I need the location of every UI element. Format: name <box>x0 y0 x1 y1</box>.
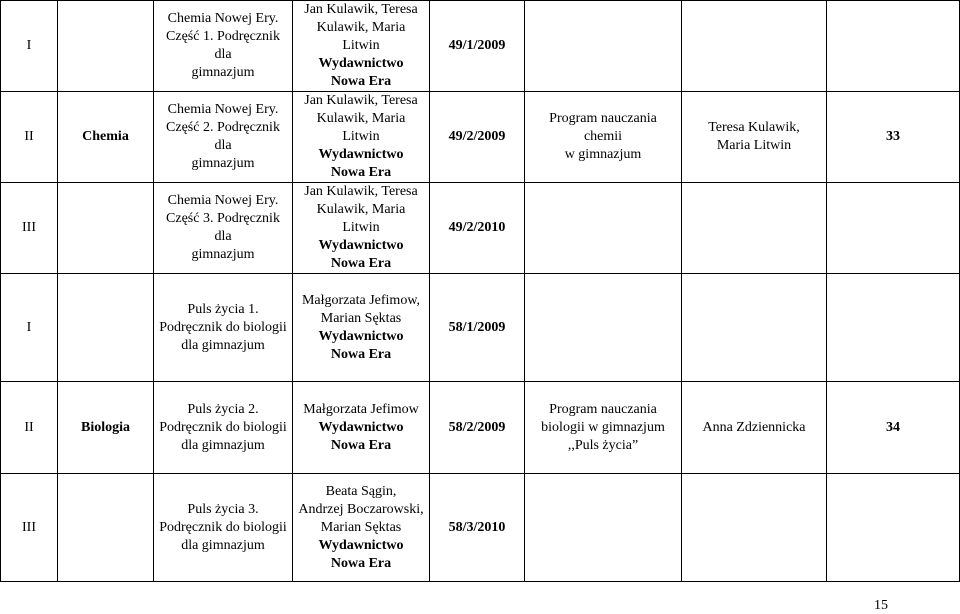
textbook-title-cell <box>154 183 293 274</box>
table-row <box>1 274 960 382</box>
publisher-line: Nowa Era <box>330 346 392 362</box>
subject-cell: Chemia <box>58 92 154 183</box>
publisher-line: Wydawnictwo <box>318 537 404 553</box>
approval-number-cell: 49/1/2009 <box>430 1 525 92</box>
subject-cell <box>58 274 154 382</box>
authors-publisher-cell <box>293 92 430 183</box>
author-line: Jan Kulawik, Teresa <box>304 2 418 17</box>
publisher-line: Nowa Era <box>330 256 392 271</box>
title-line: Puls życia 2. <box>187 401 259 417</box>
grade-cell: I <box>1 1 58 92</box>
program-line: w gimnazjum <box>564 147 642 162</box>
program-line: ,,Puls życia” <box>567 437 639 453</box>
publisher-line: Nowa Era <box>330 555 392 571</box>
author-line: Kulawik, Maria Litwin <box>316 20 406 53</box>
title-line: Chemia Nowej Ery. <box>167 102 279 117</box>
publisher-line: Nowa Era <box>330 437 392 453</box>
title-line: dla gimnazjum <box>181 537 265 553</box>
author-line: Beata Sągin, <box>325 483 397 499</box>
hours-cell: 34 <box>827 382 960 474</box>
page-number: 15 <box>874 598 888 613</box>
publisher-line: Wydawnictwo <box>318 328 404 344</box>
author-line: Jan Kulawik, Teresa <box>304 93 418 108</box>
textbook-title-cell <box>154 274 293 382</box>
publisher-line: Nowa Era <box>330 165 392 180</box>
grade-cell: III <box>1 474 58 582</box>
program-authors-cell <box>682 1 827 92</box>
author-line: Małgorzata Jefimow, <box>301 292 421 308</box>
author-line: Kulawik, Maria Litwin <box>316 111 406 144</box>
program-authors-cell <box>682 92 827 183</box>
program-authors-cell <box>682 382 827 474</box>
table-row <box>1 382 960 474</box>
subject-cell <box>58 183 154 274</box>
author-line: Małgorzata Jefimow <box>303 401 419 417</box>
title-line: Część 3. Podręcznik dla <box>166 211 280 244</box>
publisher-line: Wydawnictwo <box>318 419 404 435</box>
subject-cell <box>58 1 154 92</box>
title-line: dla gimnazjum <box>181 437 265 453</box>
textbook-title-cell <box>154 382 293 474</box>
grade-cell: II <box>1 92 58 183</box>
hours-cell <box>827 183 960 274</box>
author-line: Marian Sęktas <box>320 310 402 326</box>
approval-number-cell: 49/2/2009 <box>430 92 525 183</box>
approval-number-cell: 49/2/2010 <box>430 183 525 274</box>
program-authors-cell <box>682 474 827 582</box>
program-authors-cell <box>682 183 827 274</box>
table-row <box>1 92 960 183</box>
title-line: Podręcznik do biologii <box>159 419 287 435</box>
title-line: Chemia Nowej Ery. <box>167 193 279 208</box>
approval-number-cell: 58/2/2009 <box>430 382 525 474</box>
program-authors-cell <box>682 274 827 382</box>
textbook-title-cell <box>154 92 293 183</box>
table-row <box>1 1 960 92</box>
author-line: Jan Kulawik, Teresa <box>304 184 418 199</box>
subject-cell: Biologia <box>58 382 154 474</box>
hours-cell <box>827 1 960 92</box>
title-line: Część 2. Podręcznik dla <box>166 120 280 153</box>
hours-cell <box>827 274 960 382</box>
grade-cell: III <box>1 183 58 274</box>
title-line: Podręcznik do biologii <box>159 319 287 335</box>
approval-number-cell: 58/3/2010 <box>430 474 525 582</box>
title-line: gimnazjum <box>191 65 255 80</box>
title-line: Puls życia 1. <box>187 301 259 317</box>
title-line: dla gimnazjum <box>181 337 265 353</box>
program-author-line: Anna Zdziennicka <box>702 419 806 435</box>
program-line: biologii w gimnazjum <box>541 419 665 435</box>
program-cell <box>525 183 682 274</box>
program-author-line: Maria Litwin <box>716 138 792 153</box>
program-cell <box>525 382 682 474</box>
textbook-title-cell <box>154 1 293 92</box>
program-line: Program nauczania chemii <box>549 111 657 144</box>
textbook-title-cell <box>154 474 293 582</box>
title-line: Chemia Nowej Ery. <box>167 11 279 26</box>
title-line: gimnazjum <box>191 247 255 262</box>
program-cell <box>525 92 682 183</box>
subject-cell <box>58 474 154 582</box>
title-line: Podręcznik do biologii <box>159 519 287 535</box>
table-row <box>1 474 960 582</box>
authors-publisher-cell <box>293 274 430 382</box>
table-row <box>1 183 960 274</box>
program-cell <box>525 274 682 382</box>
grade-cell: I <box>1 274 58 382</box>
title-line: Część 1. Podręcznik dla <box>166 29 280 62</box>
hours-cell: 33 <box>827 92 960 183</box>
publisher-line: Wydawnictwo <box>318 147 404 162</box>
authors-publisher-cell <box>293 183 430 274</box>
title-line: Puls życia 3. <box>187 501 259 517</box>
program-cell <box>525 474 682 582</box>
program-line: Program nauczania <box>549 401 657 417</box>
program-cell <box>525 1 682 92</box>
publisher-line: Wydawnictwo <box>318 56 404 71</box>
publisher-line: Nowa Era <box>330 74 392 89</box>
authors-publisher-cell <box>293 474 430 582</box>
approval-number-cell: 58/1/2009 <box>430 274 525 382</box>
author-line: Marian Sęktas <box>320 519 402 535</box>
publisher-line: Wydawnictwo <box>318 238 404 253</box>
authors-publisher-cell <box>293 382 430 474</box>
title-line: gimnazjum <box>191 156 255 171</box>
authors-publisher-cell <box>293 1 430 92</box>
grade-cell: II <box>1 382 58 474</box>
author-line: Andrzej Boczarowski, <box>298 501 424 517</box>
program-author-line: Teresa Kulawik, <box>708 120 800 135</box>
author-line: Kulawik, Maria Litwin <box>316 202 406 235</box>
hours-cell <box>827 474 960 582</box>
